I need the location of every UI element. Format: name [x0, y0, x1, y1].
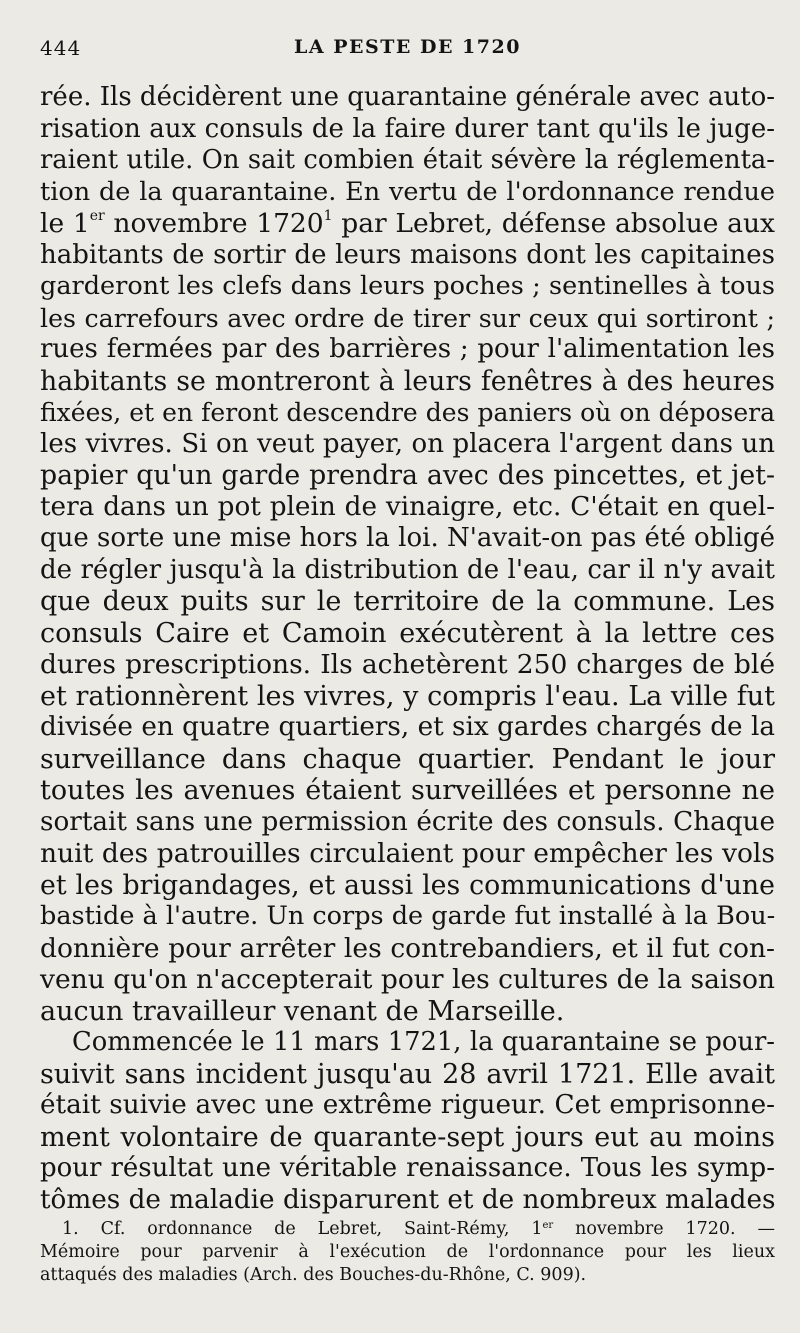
ordinal-superscript: er — [542, 1220, 554, 1231]
text-line: ment volontaire de quarante-sept jours eut au moins — [40, 1121, 775, 1153]
footnote-line: attaqués des maladies (Arch. des Bouches-du-Rhône, C. 909). — [40, 1265, 587, 1285]
text-line: surveillance dans chaque quartier. Pendant le jour — [40, 743, 775, 775]
text-line: et rationnèrent les vivres, y compris l'eau. La ville fut — [40, 680, 775, 712]
text-line: nuit des patrouilles circulaient pour empêcher les vols — [40, 838, 775, 869]
text-line: que deux puits sur le territoire de la commune. Les — [40, 586, 775, 617]
text-line: donnière pour arrêter les contrebandiers, et il fut con- — [40, 932, 775, 964]
text-line: rues fermées par des barrières ; pour l'alimentation les — [40, 334, 775, 364]
text-line: sortait sans une permission écrite des consuls. Chaque — [40, 806, 775, 837]
ordinal-superscript: er — [89, 208, 105, 224]
text-line: divisée en quatre quartiers, et six gardes chargés de la — [40, 712, 775, 742]
text-line: consuls Caire et Camoin exécutèrent à la lettre ces — [40, 617, 775, 649]
text-line: papier qu'un garde prendra avec des pincettes, et jet- — [40, 460, 775, 491]
page-number: 444 — [40, 36, 82, 60]
text-line: et les brigandages, et aussi les communications d'une — [40, 869, 775, 901]
text-line: garderont les clefs dans leurs poches ; sentinelles à tous — [40, 271, 775, 301]
footnote-line: Mémoire pour parvenir à l'exécution de l'ordonnance pour les lieux — [40, 1242, 775, 1262]
footnote-text: 1. Cf. ordonnance de Lebret, Saint-Rémy, 1 — [62, 1219, 543, 1239]
text-fragment: le 1 — [40, 208, 90, 239]
text-line-with-note — [40, 208, 775, 240]
running-title: LA PESTE DE 1720 — [294, 36, 521, 58]
text-line: toutes les avenues étaient surveillées et personne ne — [40, 775, 775, 806]
text-line: bastide à l'autre. Un corps de garde fut installé à la Bou- — [40, 901, 776, 931]
text-line: pour résultat une véritable renaissance. Tous les symp- — [40, 1153, 775, 1183]
text-line: habitants de sortir de leurs maisons dont les capitaines — [40, 239, 775, 270]
text-line: tera dans un pot plein de vinaigre, etc. C'était en quel- — [40, 491, 775, 522]
text-line: venu qu'on n'accepterait pour les cultures de la saison — [40, 964, 775, 995]
text-fragment: par Lebret, défense absolue aux — [332, 208, 775, 239]
footnote-reference: 1 — [323, 208, 333, 224]
text-line: les carrefours avec ordre de tirer sur ceux qui sortiront ; — [40, 303, 775, 333]
text-line: tion de la quarantaine. En vertu de l'ordonnance rendue — [40, 176, 775, 207]
body-text — [40, 82, 775, 1216]
text-line: les vivres. Si on veut payer, on placera l'argent dans un — [40, 428, 775, 459]
text-line: suivit sans incident jusqu'au 28 avril 1721. Elle avait — [40, 1058, 775, 1090]
text-line: risation aux consuls de la faire durer tant qu'ils le juge- — [40, 113, 775, 144]
text-line: dures prescriptions. Ils achetèrent 250 charges de blé — [40, 649, 775, 680]
text-line: habitants se montreront à leurs fenêtres à des heures — [40, 365, 775, 397]
text-line: de régler jusqu'à la distribution de l'eau, car il n'y avait — [40, 554, 775, 585]
footnotes — [40, 1218, 775, 1287]
text-line: tômes de maladie disparurent et de nombreux malades — [40, 1184, 776, 1215]
paragraph-start-line: Commencée le 11 mars 1721, la quarantaine se pour- — [72, 1027, 775, 1057]
footnote-text: novembre 1720. — — [553, 1219, 775, 1239]
text-line: rée. Ils décidèrent une quarantaine générale avec auto- — [40, 82, 776, 112]
text-line: raient utile. On sait combien était sévère la réglementa- — [40, 145, 775, 175]
text-line: était suivie avec une extrême rigueur. Cet emprisonne- — [40, 1090, 775, 1120]
text-fragment: novembre 1720 — [104, 208, 324, 239]
page-header — [40, 36, 775, 66]
footnote-line — [40, 1218, 775, 1241]
text-line: fixées, et en feront descendre des paniers où on déposera — [40, 398, 775, 427]
text-line: que sorte une mise hors la loi. N'avait-on pas été obligé — [40, 523, 775, 553]
paragraph-end-line: aucun travailleur venant de Marseille. — [40, 995, 565, 1027]
